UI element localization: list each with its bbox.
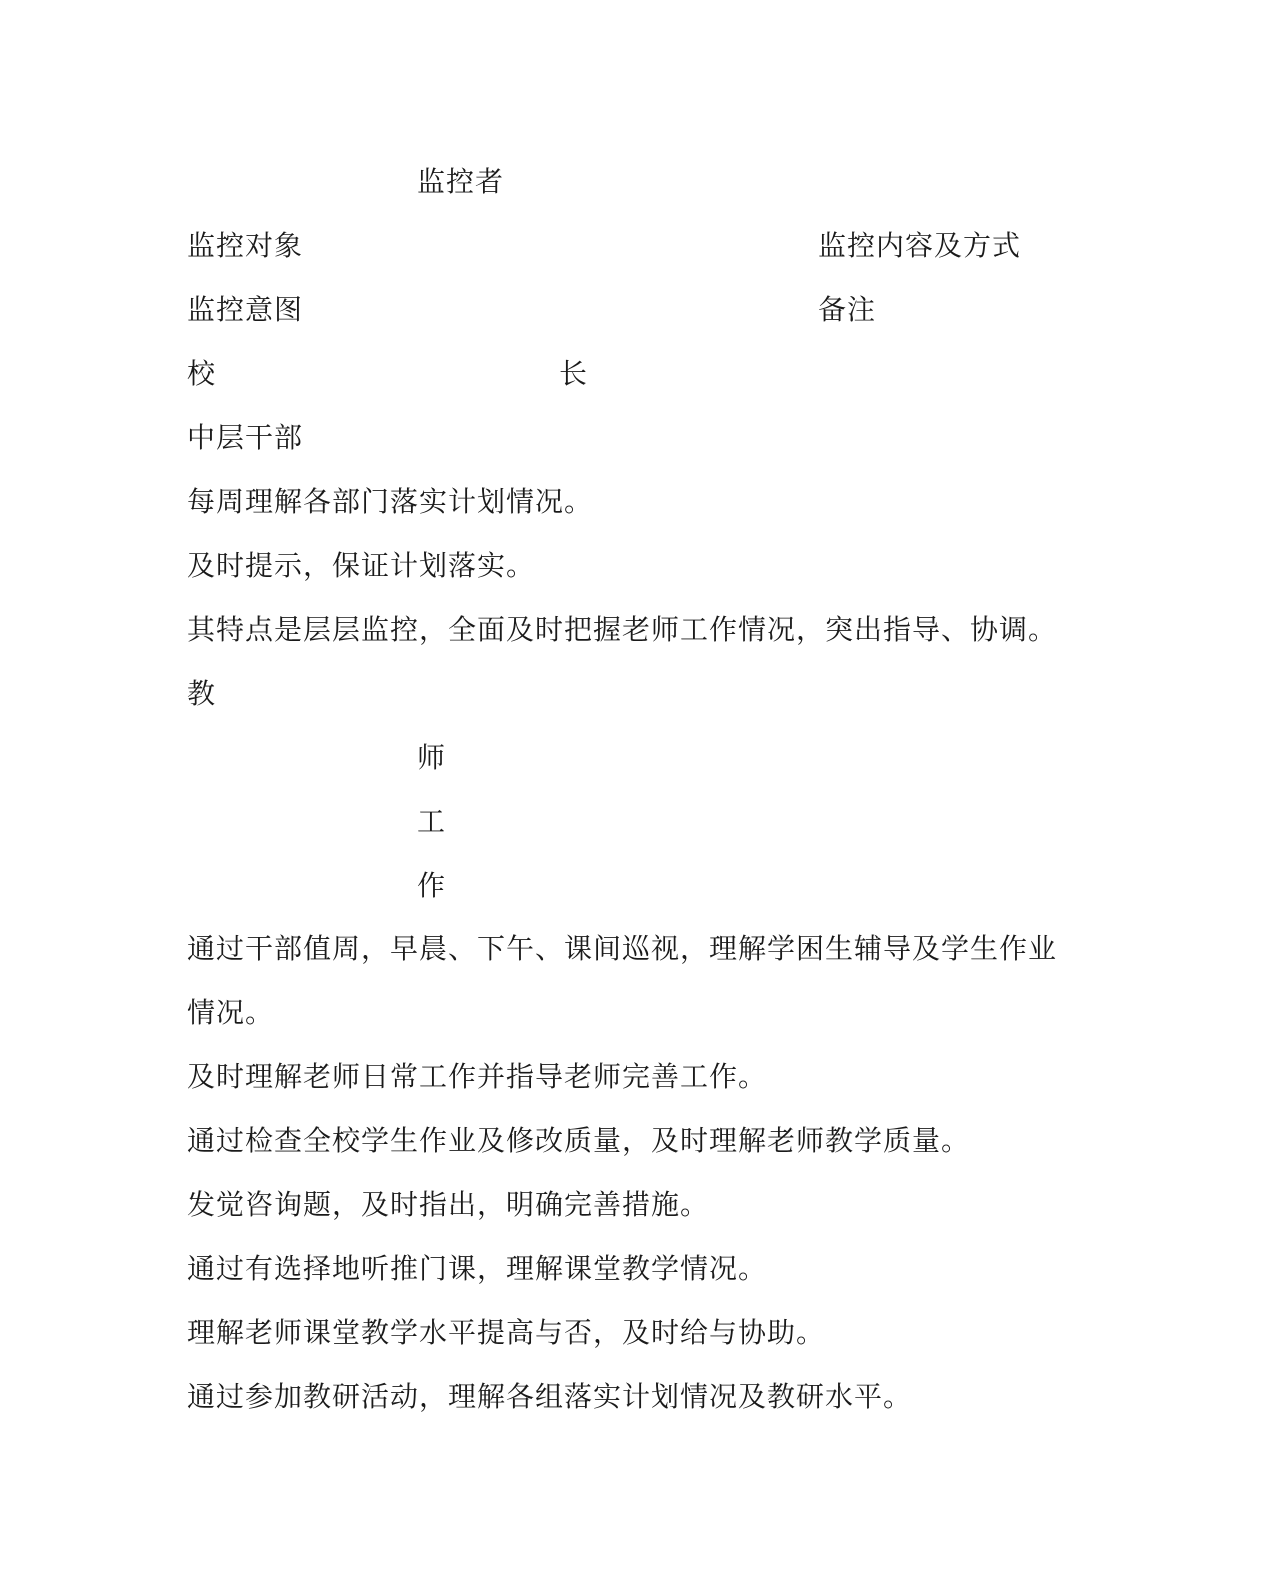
teacher-line-3: 及时理解老师日常工作并指导老师完善工作。 xyxy=(187,1060,768,1093)
teacher-char-4: 作 xyxy=(417,869,447,902)
middle-line-1: 每周理解各部门落实计划情况。 xyxy=(187,485,594,518)
monitor-label: 监控者 xyxy=(417,165,505,198)
teacher-line-4: 通过检查全校学生作业及修改质量，及时理解老师教学质量。 xyxy=(187,1124,971,1157)
teacher-char-3: 工 xyxy=(417,805,447,838)
teacher-line-8: 通过参加教研活动，理解各组落实计划情况及教研水平。 xyxy=(187,1380,913,1413)
principal-char-1: 校 xyxy=(187,357,217,390)
header-object: 监控对象 xyxy=(187,229,304,262)
header-remarks: 备注 xyxy=(818,293,877,326)
teacher-line-1: 通过干部值周，早晨、下午、课间巡视，理解学困生辅导及学生作业 xyxy=(187,932,1058,965)
teacher-line-5: 发觉咨询题，及时指出，明确完善措施。 xyxy=(187,1188,710,1221)
header-content-method: 监控内容及方式 xyxy=(818,229,1022,262)
teacher-char-2: 师 xyxy=(417,741,447,774)
middle-line-3: 其特点是层层监控，全面及时把握老师工作情况，突出指导、协调。 xyxy=(187,613,1058,646)
middle-line-2: 及时提示，保证计划落实。 xyxy=(187,549,536,582)
teacher-char-1: 教 xyxy=(187,677,217,710)
teacher-line-6: 通过有选择地听推门课，理解课堂教学情况。 xyxy=(187,1252,768,1285)
teacher-line-7: 理解老师课堂教学水平提高与否，及时给与协助。 xyxy=(187,1316,826,1349)
principal-char-2: 长 xyxy=(559,357,589,390)
middle-cadre-label: 中层干部 xyxy=(187,421,304,454)
teacher-line-2: 情况。 xyxy=(187,996,275,1029)
header-intent: 监控意图 xyxy=(187,293,304,326)
